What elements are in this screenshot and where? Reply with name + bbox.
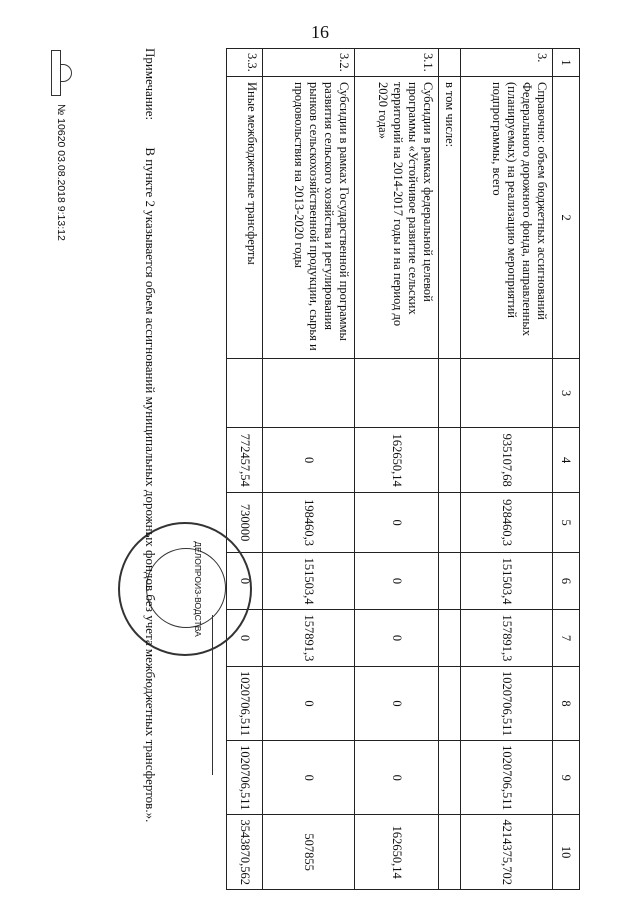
row-description: в том числе: (439, 76, 461, 358)
cell-col5 (439, 493, 461, 553)
cell-col6: 0 (355, 553, 439, 610)
row-description: Иные межбюджетные трансферты (227, 76, 263, 358)
header-cell: 8 (553, 666, 580, 740)
cell-col6: 151503,4 (263, 553, 355, 610)
footnote-text: В пункте 2 указывается объем ассигнований муниципальных дорожных фондов без учета межбюджетных трансфертов.». (143, 147, 158, 823)
cell-col6 (439, 553, 461, 610)
office-seal-stamp (118, 522, 252, 656)
cell-col5: 730000 (227, 493, 263, 553)
stamp-inner-ring (146, 548, 226, 628)
cell-col7: 157891,3 (263, 610, 355, 667)
cell-col10: 507855 (263, 815, 355, 890)
cell-col9 (439, 741, 461, 815)
stamp-center-text: ДЕЛОПРОИЗ-ВОДСТВА (193, 541, 203, 637)
registry-logo-icon (50, 50, 72, 96)
row-number: 3.3. (227, 49, 263, 77)
cell-col10: 162650,14 (355, 815, 439, 890)
footnote-label: Примечание: (143, 48, 158, 121)
row-description: Справочно: объем бюджетных ассигнований Федерального дорожного фонда, направленных (планируемых) на реализацию мероприятий подпрограммы, всего (461, 76, 553, 358)
cell-col8: 0 (263, 666, 355, 740)
cell-col7: 0 (227, 610, 263, 667)
table-row (263, 49, 355, 890)
page-number: 16 (311, 22, 329, 42)
cell-col3 (355, 359, 439, 428)
cell-col4: 772457,54 (227, 428, 263, 493)
cell-col4: 935107,68 (461, 428, 553, 493)
cell-col7: 0 (355, 610, 439, 667)
cell-col5: 198460,3 (263, 493, 355, 553)
row-number: 3.1. (355, 49, 439, 77)
cell-col4: 0 (263, 428, 355, 493)
document-reference: № 10620 03.08.2018 9:13:12 (55, 104, 67, 241)
cell-col3 (461, 359, 553, 428)
row-number: 3.2. (263, 49, 355, 77)
header-cell: 10 (553, 815, 580, 890)
table-row (439, 49, 461, 890)
header-cell: 1 (553, 49, 580, 77)
cell-col9: 1020706,511 (461, 741, 553, 815)
cell-col4: 162650,14 (355, 428, 439, 493)
cell-col6: 151503,4 (461, 553, 553, 610)
cell-col10 (439, 815, 461, 890)
row-description: Субсидии в рамках федеральной целевой программы «Устойчивое развитие сельских территорий на 2014-2017 годы и на период до 2020 года» (355, 76, 439, 358)
table-header-row (553, 49, 580, 890)
header-cell: 5 (553, 493, 580, 553)
cell-col5: 928460,3 (461, 493, 553, 553)
table-row (461, 49, 553, 890)
cell-col3 (439, 359, 461, 428)
cell-col9: 1020706,511 (227, 741, 263, 815)
cell-col9: 0 (355, 741, 439, 815)
cell-col8: 0 (355, 666, 439, 740)
footnote (142, 48, 158, 878)
header-cell: 3 (553, 359, 580, 428)
cell-col8: 1020706,511 (227, 666, 263, 740)
cell-col4 (439, 428, 461, 493)
cell-col6: 0 (227, 553, 263, 610)
budget-table (226, 48, 580, 890)
header-cell: 2 (553, 76, 580, 358)
header-cell: 7 (553, 610, 580, 667)
cell-col7 (439, 610, 461, 667)
row-description: Субсидии в рамках Государственной программы развития сельского хозяйства и регулирования рынков сельскохозяйственной продукции, сырья и продовольствия на 2013-2020 годы (263, 76, 355, 358)
header-cell: 9 (553, 741, 580, 815)
document-footer (50, 50, 72, 241)
cell-col10: 4214375,702 (461, 815, 553, 890)
header-cell: 6 (553, 553, 580, 610)
cell-col5: 0 (355, 493, 439, 553)
cell-col3 (227, 359, 263, 428)
cell-col8: 1020706,511 (461, 666, 553, 740)
row-number: 3. (461, 49, 553, 77)
cell-col9: 0 (263, 741, 355, 815)
cell-col7: 157891,3 (461, 610, 553, 667)
rotated-page-body (40, 30, 620, 890)
table-row (227, 49, 263, 890)
cell-col8 (439, 666, 461, 740)
header-cell: 4 (553, 428, 580, 493)
cell-col10: 3543870,562 (227, 815, 263, 890)
cell-col3 (263, 359, 355, 428)
row-number (439, 49, 461, 77)
table-row (355, 49, 439, 890)
